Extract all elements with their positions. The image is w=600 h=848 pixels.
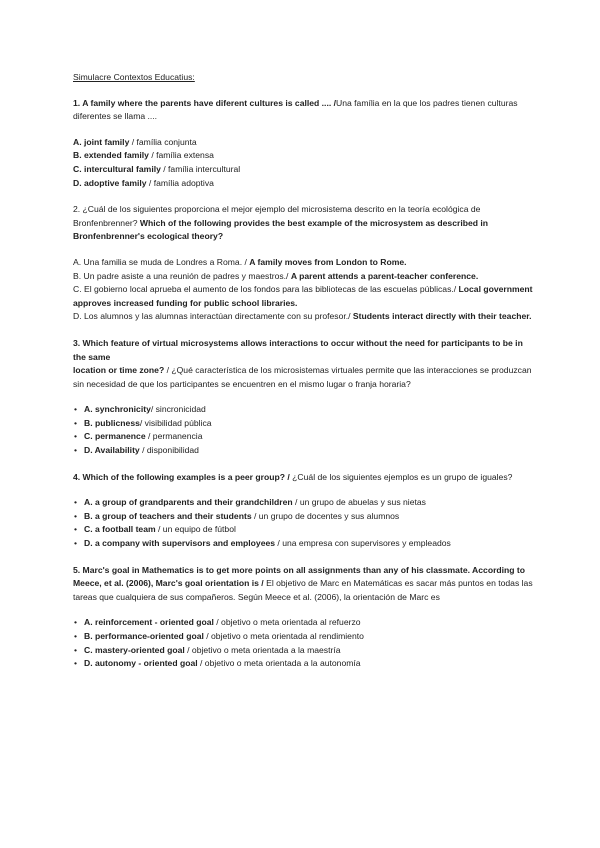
option-translation: D. Los alumnos y las alumnas interactúan directamente con su profesor./ xyxy=(73,311,353,322)
option-translation: / família adoptiva xyxy=(146,177,214,188)
option-label: D. adoptive family xyxy=(73,177,147,188)
option-label: A. a group of grandparents and their grandchildren xyxy=(84,497,293,508)
question-2 xyxy=(73,203,533,244)
question-1-option-d xyxy=(73,177,533,191)
option-translation: C. El gobierno local aprueba el aumento de los fondos para las bibliotecas de las escuelas públicas./ xyxy=(73,284,459,295)
option-label: A parent attends a parent-teacher conference. xyxy=(290,270,479,281)
question-3-english: 3. Which feature of virtual microsystems allows interactions to occur without the need for participants to be in the same xyxy=(73,337,523,362)
question-5-english: 5. Marc's goal in Mathematics is to get more points on all assignments than any of his classmate. According to Meece, et al. (2006), Marc's goal orientation is / xyxy=(73,564,526,589)
option-label: Local government approves increased funding for public school libraries. xyxy=(73,284,533,308)
question-3-english-cont: location or time zone? xyxy=(73,365,165,376)
option-label: C. permanence xyxy=(84,431,146,442)
question-5 xyxy=(73,564,533,605)
question-1 xyxy=(73,97,533,124)
option-label: C. intercultural family xyxy=(73,163,161,174)
question-5-option-b xyxy=(73,630,533,644)
question-4-option-c xyxy=(73,523,533,537)
option-label: C. a football team xyxy=(84,524,156,535)
question-5-option-d xyxy=(73,657,533,671)
option-label: A. synchronicity xyxy=(84,404,151,415)
question-2-option-b xyxy=(73,270,533,284)
document-title: Simulacre Contextos Educatius: xyxy=(73,72,195,82)
option-label: D. autonomy - oriented goal xyxy=(84,658,198,669)
question-1-english: 1. A family where the parents have diferent cultures is called .... / xyxy=(73,97,336,108)
question-5-option-c xyxy=(73,644,533,658)
question-3-option-b xyxy=(73,417,533,431)
question-2-english: Which of the following provides the best example of the microsystem as described in Bronfenbrenner's ecological theory? xyxy=(73,217,489,242)
question-2-option-c xyxy=(73,283,533,310)
option-translation: / objetivo o meta orientada a la maestría xyxy=(184,644,341,655)
question-4-english: 4. Which of the following examples is a peer group? / xyxy=(73,471,290,482)
question-4-option-a xyxy=(73,496,533,510)
option-translation: / un grupo de abuelas y sus nietas xyxy=(292,497,426,508)
option-translation: / un grupo de docentes y sus alumnos xyxy=(251,510,400,521)
question-4-options xyxy=(73,496,533,550)
option-translation: / objetivo o meta orientada al rendimiento xyxy=(203,631,364,641)
option-label: A. joint family xyxy=(73,136,130,147)
option-translation: / objetivo o meta orientada a la autonomía xyxy=(197,658,361,669)
question-4-spanish: ¿Cuál de los siguientes ejemplos es un grupo de iguales? xyxy=(289,471,513,482)
question-5-spanish: El objetivo de Marc en Matemáticas es sacar más puntos en todas las tareas que cualquiera de sus compañeros. Según Meece et al. (2006), la orientación de Marc es xyxy=(73,578,533,602)
option-translation: / visibilidad pública xyxy=(139,417,212,428)
question-2-option-a xyxy=(73,256,533,270)
option-translation: / família conjunta xyxy=(129,136,197,147)
question-1-option-a xyxy=(73,136,533,150)
question-2-options xyxy=(73,256,533,324)
option-label: A family moves from London to Rome. xyxy=(249,256,407,267)
question-3-option-d xyxy=(73,444,533,458)
option-label: D. Availability xyxy=(84,445,140,456)
question-4-option-d xyxy=(73,537,533,551)
question-2-spanish: 2. ¿Cuál de los siguientes proporciona el mejor ejemplo del microsistema descrito en la teoría ecológica de Bronfenbrenner? xyxy=(73,204,481,228)
option-label: C. mastery-oriented goal xyxy=(84,644,185,655)
option-label: B. extended family xyxy=(73,150,149,161)
question-4 xyxy=(73,471,533,485)
option-label: A. reinforcement - oriented goal xyxy=(84,617,214,628)
question-4-option-b xyxy=(73,510,533,524)
question-5-option-a xyxy=(73,616,533,630)
option-translation: / disponibilidad xyxy=(139,445,199,456)
question-3-options xyxy=(73,403,533,457)
option-translation: B. Un padre asiste a una reunión de padres y maestros./ xyxy=(73,270,291,281)
option-translation: / una empresa con supervisores y empleados xyxy=(275,538,451,549)
option-label: B. a group of teachers and their students xyxy=(84,510,252,521)
question-3-spanish: / ¿Qué característica de los microsistemas virtuales permite que las interacciones se produzcan sin necesidad de que los participantes se encuentren en el mismo lugar o franja horaria? xyxy=(73,365,532,389)
question-2-option-d xyxy=(73,310,533,324)
question-1-spanish: Una família en la que los padres tienen culturas diferentes se llama .... xyxy=(73,97,518,122)
question-3-option-a xyxy=(73,403,533,417)
question-3-option-c xyxy=(73,430,533,444)
option-label: D. a company with supervisors and employees xyxy=(84,538,276,549)
question-1-option-c xyxy=(73,163,533,177)
option-translation: / família extensa xyxy=(148,150,214,161)
option-translation: A. Una familia se muda de Londres a Roma. / xyxy=(73,256,250,267)
option-label: B. publicness xyxy=(84,417,140,428)
option-translation: / objetivo o meta orientada al refuerzo xyxy=(213,617,361,628)
option-translation: / permanencia xyxy=(145,431,203,442)
question-3 xyxy=(73,337,533,391)
question-1-option-b xyxy=(73,149,533,163)
option-translation: / família intercultural xyxy=(160,163,241,174)
document-body xyxy=(73,71,533,684)
option-label: Students interact directly with their teacher. xyxy=(352,311,532,322)
question-1-options xyxy=(73,136,533,190)
option-translation: / un equipo de fútbol xyxy=(155,524,236,535)
question-5-options xyxy=(73,616,533,670)
option-translation: / sincronicidad xyxy=(150,404,206,415)
option-label: B. performance-oriented goal xyxy=(84,631,204,641)
